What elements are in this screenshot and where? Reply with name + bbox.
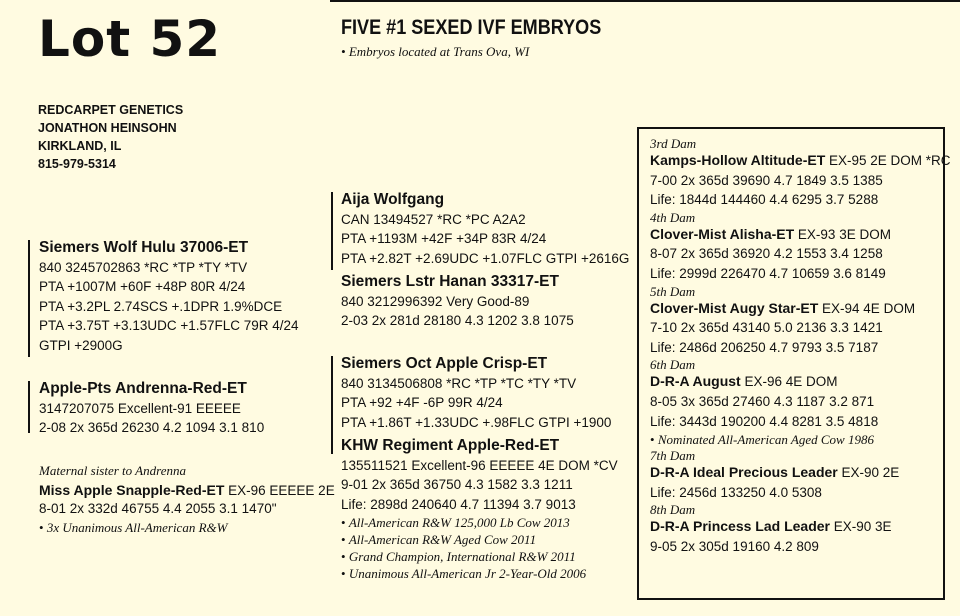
offer-location: • Embryos located at Trans Ova, WI [341, 44, 530, 59]
dam-record: 8-07 2x 365d 36920 4.2 1553 3.4 1258 [650, 246, 883, 262]
pgs-line: CAN 13494527 *RC *PC A2A2 [341, 211, 526, 227]
mgd-name: KHW Regiment Apple-Red-ET [341, 437, 560, 454]
dam-label: 8th Dam [650, 502, 696, 518]
mgd-line: 9-01 2x 365d 36750 4.3 1582 3.3 1211 [341, 477, 573, 492]
mgs-line: PTA +92 +4F -6P 99R 4/24 [341, 395, 503, 410]
pgd-line: 2-03 2x 281d 28180 4.3 1202 3.8 1075 [341, 313, 574, 328]
mgd-honor: • Grand Champion, International R&W 2011 [341, 548, 618, 565]
dam-record: 9-05 2x 305d 19160 4.2 809 [650, 538, 819, 554]
lot-title: Lot 52 [38, 10, 222, 68]
dam-record: Life: 2486d 206250 4.7 9793 3.5 7187 [650, 339, 879, 355]
sire-line: GTPI +2900G [39, 337, 123, 353]
sire-line: PTA +3.75T +3.13UDC +1.57FLC 79R 4/24 [39, 318, 299, 333]
dam-record: 8-05 3x 365d 27460 4.3 1187 3.2 871 [650, 393, 875, 409]
pgd-block [341, 272, 574, 331]
mgd-honor: • Unanimous All-American Jr 2-Year-Old 2006 [341, 565, 618, 582]
breeder-location: KIRKLAND, IL [38, 139, 122, 153]
dam-name: Clover-Mist Augy Star-ET EX-94 4E DOM [650, 299, 916, 316]
dam-record: 7-10 2x 365d 43140 5.0 2136 3.3 1421 [650, 320, 883, 336]
pgs-block [341, 190, 629, 268]
pgs-line: PTA +1193M +42F +34P 83R 4/24 [341, 231, 547, 246]
dam-name: D-R-A Princess Lad Leader EX-90 3E [650, 518, 892, 535]
breeder-phone: 815-979-5314 [38, 157, 116, 171]
maternal-sister-name: Miss Apple Snapple-Red-ET EX-96 EEEEE 2E [39, 481, 335, 498]
mgs-name: Siemers Oct Apple Crisp-ET [341, 355, 548, 372]
mgs-block [341, 354, 611, 432]
dam-name: Clover-Mist Alisha-ET EX-93 3E DOM [650, 225, 891, 242]
dam-label: 6th Dam [650, 357, 696, 373]
dam-line: 3147207075 Excellent-91 EEEEE [39, 400, 241, 416]
maternal-sister-honor: • 3x Unanimous All-American R&W [39, 519, 335, 538]
maternal-sister-record: 8-01 2x 332d 46755 4.4 2055 3.1 1470" [39, 501, 277, 516]
dam-record: Life: 1844d 144460 4.4 6295 3.7 5288 [650, 192, 879, 208]
pgd-name: Siemers Lstr Hanan 33317-ET [341, 273, 559, 290]
dam-line: 2-08 2x 365d 26230 4.2 1094 3.1 810 [39, 420, 265, 435]
dam-record: Life: 2456d 133250 4.0 5308 [650, 484, 822, 500]
dam-record: 7-00 2x 365d 39690 4.7 1849 3.5 1385 [650, 172, 883, 188]
dam-name: Apple-Pts Andrenna-Red-ET [39, 380, 247, 397]
pgs-bracket [331, 192, 333, 270]
top-rule [330, 0, 960, 2]
sire-bracket [28, 240, 30, 357]
dam-label: 7th Dam [650, 448, 696, 464]
mgd-honor: • All-American R&W Aged Cow 2011 [341, 531, 618, 548]
mgd-line: 135511521 Excellent-96 EEEEE 4E DOM *CV [341, 457, 618, 473]
dam-record: Life: 3443d 190200 4.4 8281 3.5 4818 [650, 413, 879, 429]
dam-pedigree [650, 136, 951, 557]
dam-label: 3rd Dam [650, 136, 697, 151]
mgd-block [341, 436, 618, 582]
dam-bracket [28, 381, 30, 433]
pgd-line: 840 3212996392 Very Good-89 [341, 293, 530, 309]
sire-line: 840 3245702863 *RC *TP *TY *TV [39, 259, 248, 275]
sire-line: PTA +3.2PL 2.74SCS +.1DPR 1.9%DCE [39, 298, 283, 314]
mgd-honor: • All-American R&W 125,000 Lb Cow 2013 [341, 514, 618, 531]
dam-name: Kamps-Hollow Altitude-ET EX-95 2E DOM *RC [650, 152, 951, 168]
breeder-contact: JONATHON HEINSOHN [38, 121, 177, 135]
dam-honor: • Nominated All-American Aged Cow 1986 [650, 431, 951, 448]
maternal-sister-block [39, 462, 335, 537]
dam-record: Life: 2999d 226470 4.7 10659 3.6 8149 [650, 265, 886, 281]
dam-block [39, 379, 264, 438]
offer-title: FIVE #1 SEXED IVF EMBRYOS [341, 16, 602, 39]
breeder-name: REDCARPET GENETICS [38, 103, 184, 117]
dam-name: D-R-A August EX-96 4E DOM [650, 373, 838, 390]
mgd-line: Life: 2898d 240640 4.7 11394 3.7 9013 [341, 496, 576, 512]
pgs-line: PTA +2.82T +2.69UDC +1.07FLC GTPI +2616G [341, 250, 630, 266]
sire-block [39, 238, 299, 355]
sire-line: PTA +1007M +60F +48P 80R 4/24 [39, 279, 246, 294]
maternal-sister-label: Maternal sister to Andrenna [39, 463, 186, 478]
pgs-name: Aija Wolfgang [341, 191, 445, 208]
mgs-bracket [331, 356, 333, 454]
sire-name: Siemers Wolf Hulu 37006-ET [39, 239, 249, 256]
dam-label: 5th Dam [650, 283, 696, 299]
dam-label: 4th Dam [650, 209, 696, 225]
mgs-line: PTA +1.86T +1.33UDC +.98FLC GTPI +1900 [341, 414, 612, 430]
mgs-line: 840 3134506808 *RC *TP *TC *TY *TV [341, 375, 577, 391]
dam-name: D-R-A Ideal Precious Leader EX-90 2E [650, 464, 900, 481]
breeder-info [38, 101, 183, 173]
